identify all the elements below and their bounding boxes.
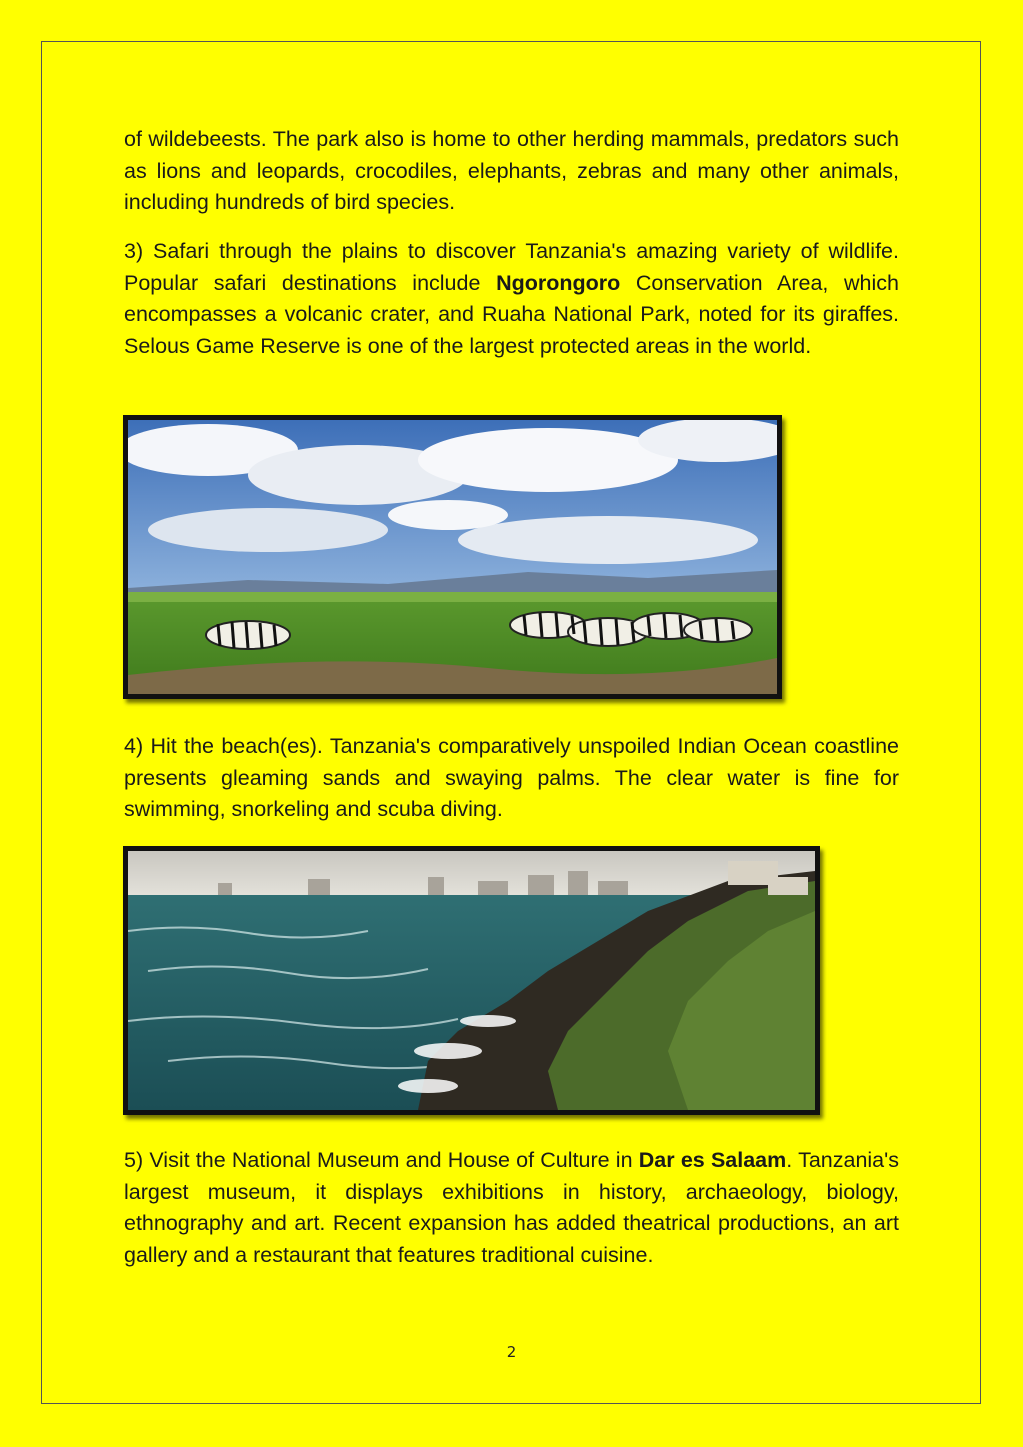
page-number: 2 bbox=[506, 1343, 517, 1361]
zebra-savanna-photo bbox=[123, 415, 782, 699]
paragraph-text: 4) Hit the beach(es). Tanzania's comparatively unspoiled Indian Ocean coastline presents gleaming sands and swaying palms. The clear water is fine for swimming, snorkeling and scuba diving. bbox=[124, 734, 899, 821]
paragraph-text: Conservation Area, which encompasses a volcanic crater, and Ruaha National Park, noted for its giraffes. Selous Game Reserve is one of the largest protected areas in the world. bbox=[124, 270, 899, 358]
paragraph-safari bbox=[124, 236, 899, 362]
paragraph-wildebeests bbox=[124, 124, 899, 219]
paragraph-text: 3) Safari through the plains to discover Tanzania's amazing variety of wildlife. Popular safari destinations include bbox=[124, 239, 899, 295]
coastline-photo bbox=[123, 846, 820, 1115]
paragraph-museum bbox=[124, 1145, 899, 1271]
paragraph-text: of wildebeests. The park also is home to other herding mammals, predators such as lions and leopards, crocodiles, elephants, zebras and many other animals, including hundreds of bird species. bbox=[124, 127, 899, 214]
paragraph-beaches bbox=[124, 731, 899, 826]
bold-place-name: Dar es Salaam bbox=[638, 1148, 787, 1172]
paragraph-text: 5) Visit the National Museum and House of Culture in bbox=[124, 1148, 639, 1172]
paragraph-text: . Tanzania's largest museum, it displays exhibitions in history, archaeology, biology, ethnography and art. Recent expansion has added theatrical productions, an art gallery and a restaurant that features traditional cuisine. bbox=[124, 1148, 899, 1267]
bold-place-name: Ngorongoro bbox=[496, 270, 621, 295]
